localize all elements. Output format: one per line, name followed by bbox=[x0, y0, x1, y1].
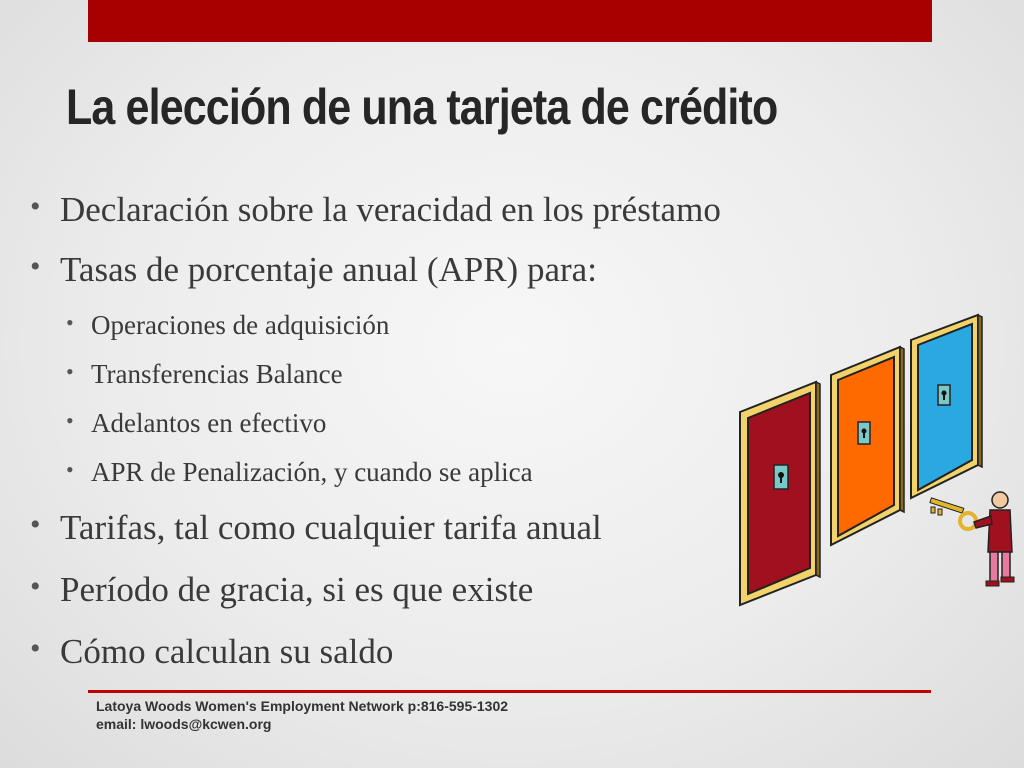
footer-email-line: email: lwoods@kcwen.org bbox=[96, 716, 272, 732]
bullet-text: Tarifas, tal como cualquier tarifa anual bbox=[60, 508, 602, 547]
person-figure bbox=[974, 492, 1014, 586]
bullet-item bbox=[30, 190, 721, 230]
bullet-item bbox=[30, 508, 602, 548]
footer-contact-line: Latoya Woods Women's Employment Network p:816-595-1302 bbox=[96, 698, 509, 714]
bullet-text: Declaración sobre la veracidad en los préstamo bbox=[60, 190, 721, 229]
sub-bullet-text: APR de Penalización, y cuando se aplica bbox=[91, 457, 533, 487]
bullet-item bbox=[30, 632, 393, 672]
sub-bullet-item bbox=[66, 408, 326, 439]
red-door bbox=[740, 382, 820, 605]
sub-bullet-text: Adelantos en efectivo bbox=[91, 408, 327, 438]
bullet-text: Cómo calculan su saldo bbox=[60, 632, 394, 671]
slide-title: La elección de una tarjeta de crédito bbox=[66, 79, 778, 135]
sub-bullet-item bbox=[66, 457, 533, 488]
doors-key-illustration bbox=[728, 300, 1018, 620]
key-icon bbox=[930, 498, 976, 529]
sub-bullet-text: Operaciones de adquisición bbox=[91, 310, 390, 340]
sub-bullet-text: Transferencias Balance bbox=[91, 359, 343, 389]
blue-door bbox=[911, 315, 982, 498]
bullet-item bbox=[30, 570, 533, 610]
bullet-text: Período de gracia, si es que existe bbox=[60, 570, 534, 609]
orange-door bbox=[831, 347, 904, 545]
sub-bullet-item bbox=[66, 359, 343, 390]
footer-divider bbox=[88, 690, 931, 693]
sub-bullet-item bbox=[66, 310, 389, 341]
bullet-item bbox=[30, 250, 597, 290]
footer bbox=[96, 697, 508, 733]
bullet-text: Tasas de porcentaje anual (APR) para: bbox=[60, 250, 597, 289]
